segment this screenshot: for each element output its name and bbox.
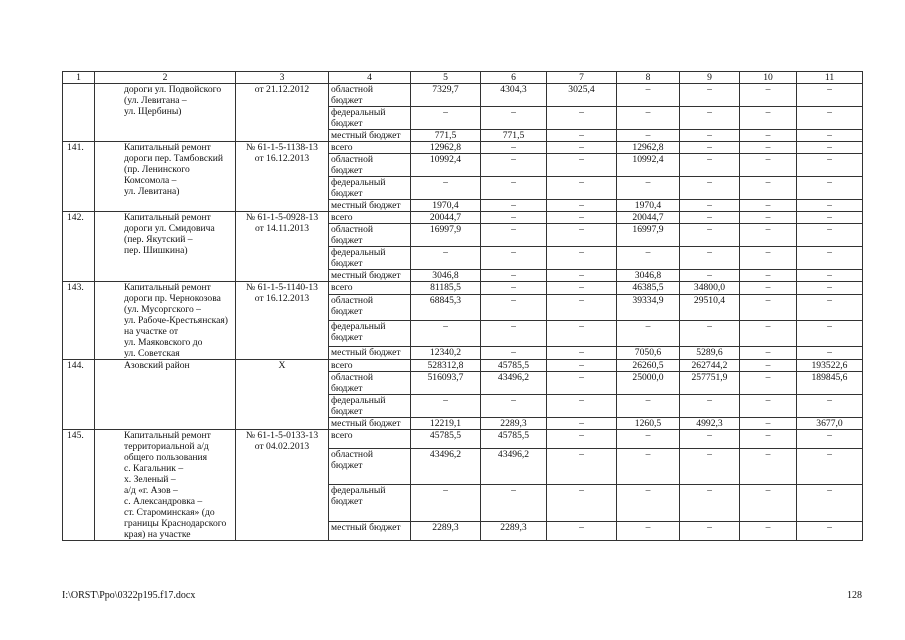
amount-cell: 45785,5 <box>481 430 547 449</box>
footer-page-number: 128 <box>847 590 862 601</box>
amount-cell: – <box>617 320 680 346</box>
amount-cell: – <box>617 247 680 270</box>
amount-cell: – <box>680 485 740 521</box>
amount-cell: – <box>617 485 680 521</box>
amount-cell: – <box>797 282 863 295</box>
amount-cell: – <box>680 200 740 212</box>
amount-cell: – <box>797 430 863 449</box>
document-ref: № 61-1-5-0133-13 от 04.02.2013 <box>236 430 329 541</box>
amount-cell: – <box>481 295 547 321</box>
amount-cell: – <box>797 200 863 212</box>
amount-cell: 2289,3 <box>481 521 547 540</box>
amount-cell: – <box>481 107 547 130</box>
budget-table <box>62 71 863 541</box>
amount-cell: – <box>680 130 740 142</box>
amount-cell: – <box>547 430 617 449</box>
amount-cell: – <box>797 395 863 418</box>
object-name: Капитальный ремонт дороги пер. Тамбовский (пр. Ленинского Комсомола – ул. Левитана) <box>95 142 236 212</box>
amount-cell: 45785,5 <box>411 430 481 449</box>
funding-source: федеральный бюджет <box>329 485 411 521</box>
amount-cell: – <box>740 154 797 177</box>
amount-cell: – <box>680 84 740 107</box>
amount-cell: – <box>481 200 547 212</box>
table-row <box>63 282 863 295</box>
amount-cell: – <box>740 200 797 212</box>
amount-cell: – <box>797 142 863 154</box>
amount-cell: – <box>547 320 617 346</box>
col-header: 10 <box>740 72 797 84</box>
amount-cell: 29510,4 <box>680 295 740 321</box>
amount-cell: 2289,3 <box>411 521 481 540</box>
amount-cell: – <box>481 320 547 346</box>
amount-cell: – <box>481 485 547 521</box>
amount-cell: – <box>740 521 797 540</box>
amount-cell: – <box>411 107 481 130</box>
amount-cell: – <box>740 224 797 247</box>
amount-cell: – <box>411 485 481 521</box>
amount-cell: 45785,5 <box>481 360 547 372</box>
amount-cell: 2289,3 <box>481 418 547 430</box>
amount-cell: 20044,7 <box>411 212 481 224</box>
amount-cell: – <box>680 430 740 449</box>
amount-cell: – <box>740 418 797 430</box>
amount-cell: – <box>797 270 863 282</box>
amount-cell: – <box>680 449 740 485</box>
amount-cell: 81185,5 <box>411 282 481 295</box>
amount-cell: – <box>797 346 863 359</box>
amount-cell: – <box>740 372 797 395</box>
amount-cell: – <box>680 142 740 154</box>
amount-cell: – <box>481 224 547 247</box>
amount-cell: 10992,4 <box>411 154 481 177</box>
amount-cell: – <box>797 449 863 485</box>
amount-cell: – <box>617 107 680 130</box>
amount-cell: 68845,3 <box>411 295 481 321</box>
amount-cell: – <box>797 224 863 247</box>
amount-cell: – <box>680 521 740 540</box>
amount-cell: 3046,8 <box>411 270 481 282</box>
amount-cell: 10992,4 <box>617 154 680 177</box>
col-header: 5 <box>411 72 481 84</box>
amount-cell: – <box>740 212 797 224</box>
amount-cell: – <box>797 521 863 540</box>
document-ref: от 21.12.2012 <box>236 84 329 142</box>
amount-cell: 12340,2 <box>411 346 481 359</box>
amount-cell: – <box>547 449 617 485</box>
funding-source: всего <box>329 282 411 295</box>
document-ref: № 61-1-5-0928-13 от 14.11.2013 <box>236 212 329 282</box>
funding-source: местный бюджет <box>329 418 411 430</box>
amount-cell: – <box>797 212 863 224</box>
row-number <box>63 84 95 142</box>
amount-cell: 257751,9 <box>680 372 740 395</box>
amount-cell: – <box>547 295 617 321</box>
amount-cell: – <box>411 395 481 418</box>
funding-source: областной бюджет <box>329 84 411 107</box>
amount-cell: – <box>740 107 797 130</box>
table-row <box>63 430 863 449</box>
amount-cell: – <box>547 485 617 521</box>
amount-cell: – <box>797 295 863 321</box>
amount-cell: 7050,6 <box>617 346 680 359</box>
amount-cell: – <box>740 346 797 359</box>
amount-cell: 12962,8 <box>411 142 481 154</box>
funding-source: областной бюджет <box>329 449 411 485</box>
amount-cell: – <box>547 107 617 130</box>
amount-cell: 193522,6 <box>797 360 863 372</box>
amount-cell: – <box>547 154 617 177</box>
object-name: Капитальный ремонт дороги ул. Смидовича (пер. Якутский – пер. Шишкина) <box>95 212 236 282</box>
amount-cell: – <box>740 84 797 107</box>
amount-cell: – <box>797 177 863 200</box>
amount-cell: – <box>481 142 547 154</box>
amount-cell: – <box>680 212 740 224</box>
funding-source: всего <box>329 212 411 224</box>
amount-cell: – <box>740 142 797 154</box>
amount-cell: 262744,2 <box>680 360 740 372</box>
header-row <box>63 72 863 84</box>
funding-source: областной бюджет <box>329 295 411 321</box>
amount-cell: 189845,6 <box>797 372 863 395</box>
amount-cell: – <box>740 270 797 282</box>
amount-cell: 20044,7 <box>617 212 680 224</box>
funding-source: федеральный бюджет <box>329 247 411 270</box>
funding-source: местный бюджет <box>329 270 411 282</box>
row-number: 143. <box>63 282 95 360</box>
amount-cell: – <box>547 142 617 154</box>
amount-cell: – <box>740 485 797 521</box>
amount-cell: 528312,8 <box>411 360 481 372</box>
row-number: 144. <box>63 360 95 430</box>
amount-cell: – <box>740 282 797 295</box>
table-row <box>63 142 863 154</box>
amount-cell: – <box>797 320 863 346</box>
amount-cell: 46385,5 <box>617 282 680 295</box>
col-header: 1 <box>63 72 95 84</box>
amount-cell: – <box>740 449 797 485</box>
amount-cell: – <box>481 395 547 418</box>
amount-cell: – <box>547 372 617 395</box>
funding-source: всего <box>329 142 411 154</box>
amount-cell: 39334,9 <box>617 295 680 321</box>
amount-cell: – <box>680 395 740 418</box>
amount-cell: – <box>481 282 547 295</box>
amount-cell: – <box>740 320 797 346</box>
amount-cell: – <box>680 320 740 346</box>
amount-cell: 4992,3 <box>680 418 740 430</box>
document-ref: X <box>236 360 329 430</box>
amount-cell: 43496,2 <box>481 449 547 485</box>
amount-cell: – <box>481 346 547 359</box>
amount-cell: 5289,6 <box>680 346 740 359</box>
col-header: 2 <box>95 72 236 84</box>
amount-cell: 516093,7 <box>411 372 481 395</box>
amount-cell: – <box>797 107 863 130</box>
amount-cell: 3025,4 <box>547 84 617 107</box>
amount-cell: 3046,8 <box>617 270 680 282</box>
amount-cell: – <box>617 395 680 418</box>
amount-cell: – <box>547 521 617 540</box>
object-name: Капитальный ремонт дороги пр. Чернокозова (ул. Мусоргского – ул. Рабоче-Крестьянская) на участке от ул. Маяковского до ул. Советская <box>95 282 236 360</box>
amount-cell: 12962,8 <box>617 142 680 154</box>
amount-cell: – <box>411 247 481 270</box>
amount-cell: – <box>547 395 617 418</box>
amount-cell: 771,5 <box>481 130 547 142</box>
amount-cell: – <box>617 430 680 449</box>
table-row <box>63 212 863 224</box>
amount-cell: – <box>411 177 481 200</box>
amount-cell: – <box>797 247 863 270</box>
col-header: 11 <box>797 72 863 84</box>
amount-cell: – <box>547 270 617 282</box>
row-number: 142. <box>63 212 95 282</box>
amount-cell: – <box>740 177 797 200</box>
amount-cell: 3677,0 <box>797 418 863 430</box>
document-ref: № 61-1-5-1138-13 от 16.12.2013 <box>236 142 329 212</box>
funding-source: федеральный бюджет <box>329 395 411 418</box>
amount-cell: – <box>740 430 797 449</box>
amount-cell: – <box>547 130 617 142</box>
amount-cell: – <box>547 282 617 295</box>
col-header: 3 <box>236 72 329 84</box>
amount-cell: – <box>547 224 617 247</box>
amount-cell: 12219,1 <box>411 418 481 430</box>
funding-source: областной бюджет <box>329 224 411 247</box>
amount-cell: – <box>617 130 680 142</box>
amount-cell: – <box>481 154 547 177</box>
amount-cell: – <box>547 346 617 359</box>
amount-cell: – <box>481 270 547 282</box>
amount-cell: 25000,0 <box>617 372 680 395</box>
amount-cell: – <box>797 130 863 142</box>
amount-cell: – <box>740 295 797 321</box>
object-name: Капитальный ремонт территориальной а/д общего пользования с. Кагальник – х. Зеленый – а/д «г. Азов – с. Александровка – ст. Староминская» (до границы Краснодарского края) на участке <box>95 430 236 541</box>
object-name: дороги ул. Подвойского (ул. Левитана – ул. Щербины) <box>95 84 236 142</box>
amount-cell: – <box>617 521 680 540</box>
amount-cell: – <box>797 84 863 107</box>
amount-cell: – <box>547 200 617 212</box>
funding-source: федеральный бюджет <box>329 177 411 200</box>
table-body <box>63 72 863 541</box>
funding-source: областной бюджет <box>329 154 411 177</box>
funding-source: областной бюджет <box>329 372 411 395</box>
amount-cell: – <box>680 154 740 177</box>
amount-cell: – <box>617 449 680 485</box>
col-header: 8 <box>617 72 680 84</box>
amount-cell: – <box>740 130 797 142</box>
amount-cell: 43496,2 <box>481 372 547 395</box>
amount-cell: – <box>680 177 740 200</box>
amount-cell: 16997,9 <box>617 224 680 247</box>
amount-cell: 4304,3 <box>481 84 547 107</box>
amount-cell: – <box>740 360 797 372</box>
col-header: 4 <box>329 72 411 84</box>
funding-source: местный бюджет <box>329 200 411 212</box>
funding-source: всего <box>329 430 411 449</box>
amount-cell: – <box>617 177 680 200</box>
amount-cell: 7329,7 <box>411 84 481 107</box>
amount-cell: – <box>680 107 740 130</box>
col-header: 9 <box>680 72 740 84</box>
amount-cell: – <box>547 247 617 270</box>
amount-cell: – <box>617 84 680 107</box>
funding-source: федеральный бюджет <box>329 107 411 130</box>
row-number: 141. <box>63 142 95 212</box>
funding-source: местный бюджет <box>329 521 411 540</box>
amount-cell: – <box>740 247 797 270</box>
object-name: Азовский район <box>95 360 236 430</box>
amount-cell: 1260,5 <box>617 418 680 430</box>
amount-cell: – <box>797 154 863 177</box>
amount-cell: 16997,9 <box>411 224 481 247</box>
row-number: 145. <box>63 430 95 541</box>
table-row <box>63 84 863 107</box>
amount-cell: 34800,0 <box>680 282 740 295</box>
amount-cell: 26260,5 <box>617 360 680 372</box>
funding-source: всего <box>329 360 411 372</box>
amount-cell: 1970,4 <box>617 200 680 212</box>
amount-cell: – <box>547 212 617 224</box>
amount-cell: – <box>680 224 740 247</box>
amount-cell: – <box>740 395 797 418</box>
footer-file-path: I:\ORST\Ppo\0322p195.f17.docx <box>62 590 196 601</box>
amount-cell: – <box>680 270 740 282</box>
table-row <box>63 360 863 372</box>
amount-cell: – <box>481 212 547 224</box>
amount-cell: – <box>547 360 617 372</box>
amount-cell: – <box>547 177 617 200</box>
document-ref: № 61-1-5-1140-13 от 16.12.2013 <box>236 282 329 360</box>
amount-cell: 771,5 <box>411 130 481 142</box>
funding-source: местный бюджет <box>329 346 411 359</box>
amount-cell: – <box>547 418 617 430</box>
amount-cell: 43496,2 <box>411 449 481 485</box>
amount-cell: 1970,4 <box>411 200 481 212</box>
amount-cell: – <box>481 247 547 270</box>
amount-cell: – <box>411 320 481 346</box>
amount-cell: – <box>797 485 863 521</box>
funding-source: федеральный бюджет <box>329 320 411 346</box>
amount-cell: – <box>481 177 547 200</box>
col-header: 7 <box>547 72 617 84</box>
col-header: 6 <box>481 72 547 84</box>
funding-source: местный бюджет <box>329 130 411 142</box>
amount-cell: – <box>680 247 740 270</box>
